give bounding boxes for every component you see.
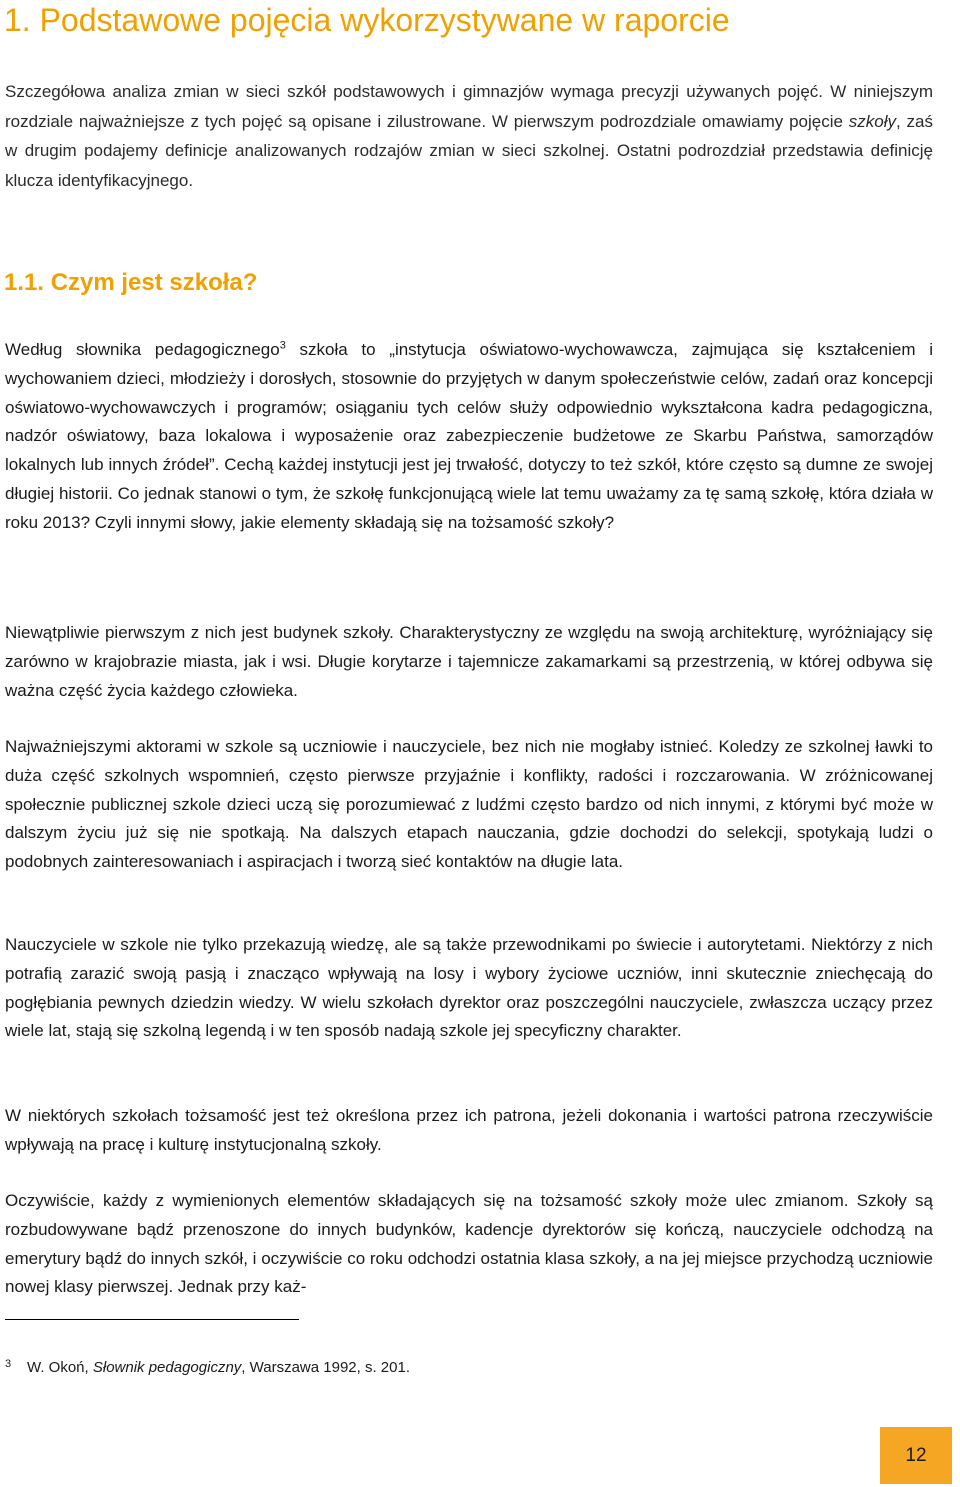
- footnote-title: Słownik pedagogiczny: [92, 1359, 242, 1376]
- intro-text-2: , zaś w drugim podajemy definicje analizowanych rodzajów zmian w sieci szkolnej. Ostatni podrozdział przedstawia definicję klucza identyfikacyjnego.: [5, 111, 933, 190]
- paragraph-actors: Najważniejszymi aktorami w szkole są uczniowie i nauczyciele, bez nich nie mogłaby istnieć. Koledzy ze szkolnej ławki to duża część szkolnych wspomnień, często pierwsze przyjaźnie i konflikty, radości i rozczarowania. W zróżnicowanej społecznie publicznej szkole dzieci uczą się porozumiewać z ludźmi często bardzo od nich innymi, z którymi być może w dalszym życiu już się nie spotkają. Na dalszych etapach nauczania, gdzie dochodzi do selekcji, spotykają ludzi o podobnych zainteresowaniach i aspiracjach i tworzą sieć kontaktów na długie lata.: [5, 737, 933, 872]
- footnote-reference[interactable]: 3: [279, 339, 286, 352]
- page-number: 12: [905, 1444, 927, 1466]
- para1-text-1: Według słownika pedagogicznego: [5, 340, 280, 359]
- intro-paragraph: [5, 77, 933, 195]
- paragraph-patron: W niektórych szkołach tożsamość jest też określona przez ich patrona, jeżeli dokonania i wartości patrona rzeczywiście wpływają na pracę i kulturę instytucjonalną szkoły.: [5, 1106, 933, 1154]
- paragraph-definition: [5, 336, 933, 538]
- paragraph-building: Niewątpliwie pierwszym z nich jest budynek szkoły. Charakterystyczny ze względu na swoją architekturę, wyróżniający się zarówno w krajobrazie miasta, jak i wsi. Długie korytarze i tajemnicze zakamarkami są przestrzenią, w której odbywa się ważna część życia każdego człowieka.: [5, 623, 933, 700]
- page-number-box: [880, 1427, 952, 1484]
- paragraph-changes: Oczywiście, każdy z wymienionych elementów składających się na tożsamość szkoły może ulec zmianom. Szkoły są rozbudowywane bądź przenoszone do innych budynków, kadencje dyrektorów się kończą, nauczyciele odchodzą na emerytury bądź do innych szkół, i oczywiście co roku odchodzi ostatnia klasa szkoły, a na jej miejsce przychodzą uczniowie nowej klasy pierwszej. Jednak przy każ-: [5, 1191, 933, 1297]
- intro-italic-term: szkoły: [848, 111, 896, 131]
- intro-text-1: Szczegółowa analiza zmian w sieci szkół podstawowych i gimnazjów wymaga precyzji używanych pojęć. W niniejszym rozdziale najważniejsze z tych pojęć są opisane i zilustrowane. W pierwszym podrozdziale omawiamy pojęcie: [5, 82, 933, 131]
- footnote-separator: [5, 1319, 299, 1320]
- chapter-heading: 1. Podstawowe pojęcia wykorzystywane w raporcie: [4, 2, 730, 38]
- footnote-details: , Warszawa 1992, s. 201.: [241, 1359, 410, 1376]
- section-heading: 1.1. Czym jest szkoła?: [4, 269, 258, 296]
- para1-text-2: szkoła to „instytucja oświatowo-wychowawcza, zajmująca się kształceniem i wychowaniem dzieci, młodzieży i dorosłych, stosownie do przyjętych w danym społeczeństwie celów, zadań oraz koncepcji oświatowo-wychowawczych i programów; osiąganiu tych celów służy odpowiednio wykształcona kadra pedagogiczna, nadzór oświatowy, baza lokalowa i wyposażenie oraz zabezpieczenie budżetowe ze Skarbu Państwa, samorządów lokalnych lub innych źródeł”. Cechą każdej instytucji jest jej trwałość, dotyczy to też szkół, które często są dumne ze swojej długiej historii. Co jednak stanowi o tym, że szkołę funkcjonującą wiele lat temu uważamy za tę samą szkołę, która działa w roku 2013? Czyli innymi słowy, jakie elementy składają się na tożsamość szkoły?: [5, 340, 933, 532]
- paragraph-teachers: Nauczyciele w szkole nie tylko przekazują wiedzę, ale są także przewodnikami po świecie i autorytetami. Niektórzy z nich potrafią zarazić swoją pasją i znacząco wpływają na losy i wybory życiowe uczniów, inni skutecznie zniechęcają do pogłębiania pewnych dziedzin wiedzy. W wielu szkołach dyrektor oraz poszczególni nauczyciele, zwłaszcza uczący przez wiele lat, stają się szkolną legendą i w ten sposób nadają szkole jej specyficzny charakter.: [5, 935, 933, 1041]
- footnote-mark: 3: [5, 1358, 12, 1370]
- footnote-author: W. Okoń,: [27, 1359, 93, 1376]
- footnote-text: [27, 1358, 410, 1378]
